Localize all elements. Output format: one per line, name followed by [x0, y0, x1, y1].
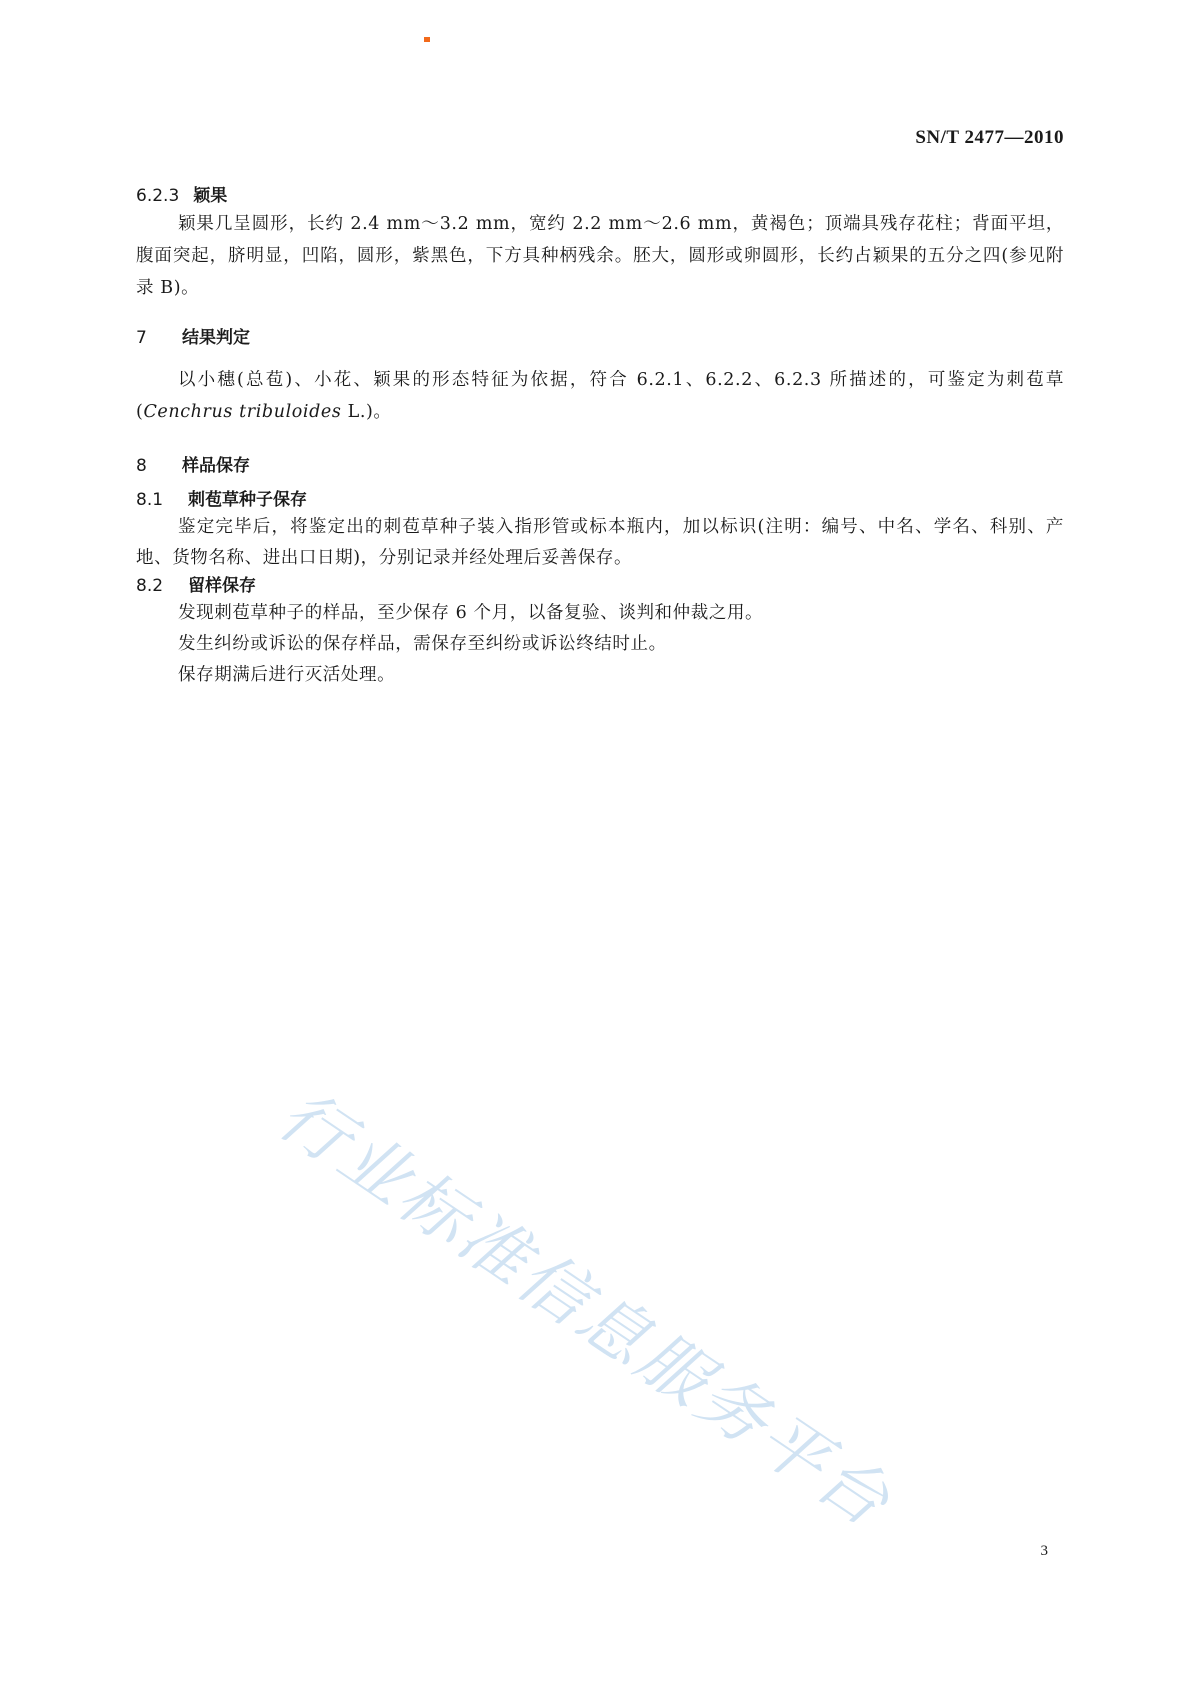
paragraph-text: 以小穗(总苞)、小花、颖果的形态特征为依据，符合 6.2.1、6.2.2、6.2.3 所描述的，可鉴定为刺苞草 — [178, 370, 1064, 390]
section-number: 6.2.3 — [136, 186, 180, 206]
section-8-2-paragraph-3: 保存期满后进行灭活处理。 — [178, 665, 396, 685]
document-body — [136, 180, 1064, 691]
section-heading-8-1 — [136, 488, 1064, 512]
section-7-paragraph — [136, 364, 1064, 428]
section-heading-7 — [136, 326, 1064, 350]
section-8-2-paragraph-2: 发生纠纷或诉讼的保存样品，需保存至纠纷或诉讼终结时止。 — [178, 634, 667, 654]
standard-code: SN/T 2477—2010 — [915, 127, 1064, 148]
watermark-text: 行业标准信息服务平台 — [264, 1075, 906, 1544]
section-title: 样品保存 — [182, 456, 250, 476]
accent-mark — [424, 37, 430, 42]
section-heading-8 — [136, 454, 1064, 478]
section-title: 刺苞草种子保存 — [188, 490, 307, 510]
page-number: 3 — [1040, 1543, 1048, 1559]
section-title: 颖果 — [193, 186, 228, 206]
paragraph-open-paren: ( — [136, 402, 144, 422]
latin-species-name: Cenchrus tribuloides — [143, 402, 342, 422]
section-6-2-3-paragraph: 颖果几呈圆形，长约 2.4 mm～3.2 mm，宽约 2.2 mm～2.6 mm，黄褐色；顶端具残存花柱；背面平坦，腹面突起，脐明显，凹陷，圆形，紫黑色，下方具种柄残余。胚大，圆形或卵圆形，长约占颖果的五分之四(参见附录 B)。 — [136, 214, 1064, 298]
section-8-2-paragraph-1: 发现刺苞草种子的样品，至少保存 6 个月，以备复验、谈判和仲裁之用。 — [178, 603, 764, 623]
section-title: 留样保存 — [188, 576, 256, 596]
section-heading-6-2-3 — [136, 184, 1064, 208]
section-number: 8 — [136, 456, 147, 476]
section-title: 结果判定 — [182, 328, 250, 348]
section-number: 8.1 — [136, 490, 164, 510]
section-heading-8-2 — [136, 574, 1064, 598]
paragraph-close: L.)。 — [341, 402, 392, 422]
section-8-1-paragraph: 鉴定完毕后，将鉴定出的刺苞草种子装入指形管或标本瓶内，加以标识(注明：编号、中名、学名、科别、产地、货物名称、进出口日期)，分别记录并经处理后妥善保存。 — [136, 517, 1064, 568]
section-number: 7 — [136, 328, 147, 348]
section-number: 8.2 — [136, 576, 164, 596]
